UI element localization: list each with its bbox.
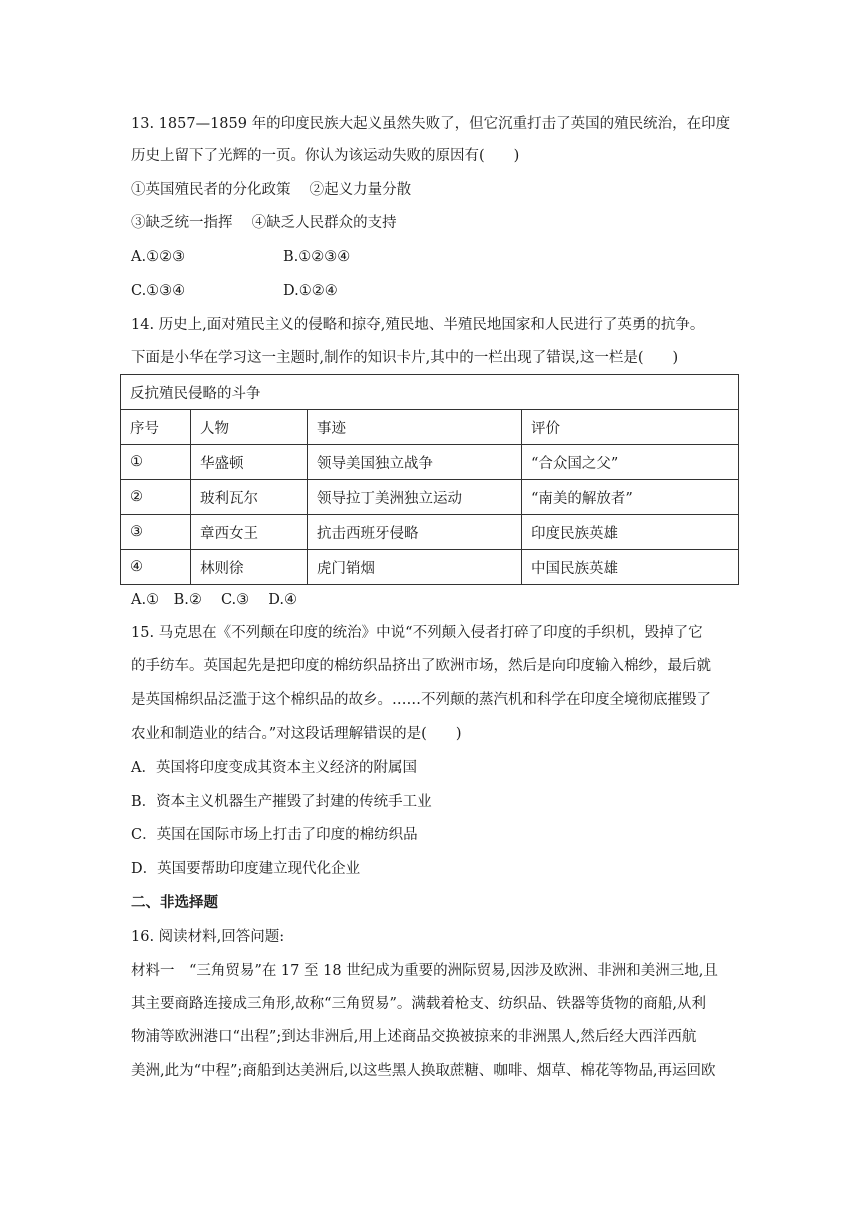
q16-line-2: 材料一 “三角贸易”在 17 至 18 世纪成为重要的洲际贸易,因涉及欧洲、非洲和美洲三地,且 [131,963,718,979]
table-cell: 华盛顿 [191,445,308,480]
q15-line-4: 农业和制造业的结合。”对这段话理解错误的是( ) [131,726,462,742]
q14-line-1: 14. 历史上,面对殖民主义的侵略和掠夺,殖民地、半殖民地国家和人民进行了英勇的抗争。 [131,317,705,333]
q13-option-c: C.①③④ [131,283,186,299]
table-title: 反抗殖民侵略的斗争 [121,375,739,410]
q14-line-2: 下面是小华在学习这一主题时,制作的知识卡片,其中的一栏出现了错误,这一栏是( ) [131,350,679,366]
q16-line-1: 16. 阅读材料,回答问题: [131,929,285,945]
q13-option-b: B.①②③④ [283,249,351,265]
table-cell: 抗击西班牙侵略 [308,515,522,550]
q14-options: A.① B.② C.③ D.④ [131,592,297,608]
table-cell: 林则徐 [191,550,308,585]
q15-line-2: 的手纺车。英国起先是把印度的棉纺织品挤出了欧洲市场，然后是向印度输入棉纱，最后就 [131,658,711,674]
table-cell: “合众国之父” [522,445,739,480]
table-cell: 章西女王 [191,515,308,550]
q13-item-line-2: ③缺乏统一指挥 ④缺乏人民群众的支持 [131,215,397,231]
q13-option-d: D.①②④ [283,283,338,299]
q15-option-c: C．英国在国际市场上打击了印度的棉纺织品 [131,827,418,843]
table-cell: 领导美国独立战争 [308,445,522,480]
section-heading: 二、非选择题 [131,894,218,911]
table-cell: 领导拉丁美洲独立运动 [308,480,522,515]
table-row [121,515,739,550]
q13-line-2: 历史上留下了光辉的一页。你认为该运动失败的原因有( ) [131,148,520,164]
table-cell: 虎门销烟 [308,550,522,585]
q15-option-d: D．英国要帮助印度建立现代化企业 [131,861,361,877]
table-cell: 玻利瓦尔 [191,480,308,515]
table-header-row [121,410,739,445]
q15-option-a: A．英国将印度变成其资本主义经济的附属国 [131,760,417,776]
table-cell: ③ [121,515,191,550]
table-row [121,445,739,480]
column-header: 评价 [522,410,739,445]
q15-line-1: 15. 马克思在《不列颠在印度的统治》中说“不列颠入侵者打碎了印度的手织机，毁掉了它 [131,625,703,641]
q13-option-a: A.①②③ [131,249,186,265]
table-cell: 中国民族英雄 [522,550,739,585]
table-row [121,550,739,585]
q16-line-5: 美洲,此为“中程”;商船到达美洲后,以这些黑人换取蔗糖、咖啡、烟草、棉花等物品,再运回欧 [131,1063,716,1079]
table-cell: “南美的解放者” [522,480,739,515]
q13-item-line-1: ①英国殖民者的分化政策 ②起义力量分散 [131,182,412,198]
table-cell: 印度民族英雄 [522,515,739,550]
table-cell: ① [121,445,191,480]
q15-line-3: 是英国棉织品泛滥于这个棉织品的故乡。……不列颠的蒸汽机和科学在印度全境彻底摧毁了 [131,692,711,708]
table-cell: ④ [121,550,191,585]
q16-line-4: 物浦等欧洲港口“出程”;到达非洲后,用上述商品交换被掠来的非洲黑人,然后经大西洋西航 [131,1029,697,1045]
q13-line-1: 13. 1857—1859 年的印度民族大起义虽然失败了，但它沉重打击了英国的殖民统治，在印度 [131,116,731,132]
q16-line-3: 其主要商路连接成三角形,故称“三角贸易”。满载着枪支、纺织品、铁器等货物的商船,从利 [131,996,707,1012]
knowledge-card-table [120,374,739,585]
table-row [121,480,739,515]
column-header: 人物 [191,410,308,445]
q15-option-b: B．资本主义机器生产摧毁了封建的传统手工业 [131,794,432,810]
table-cell: ② [121,480,191,515]
column-header: 序号 [121,410,191,445]
column-header: 事迹 [308,410,522,445]
